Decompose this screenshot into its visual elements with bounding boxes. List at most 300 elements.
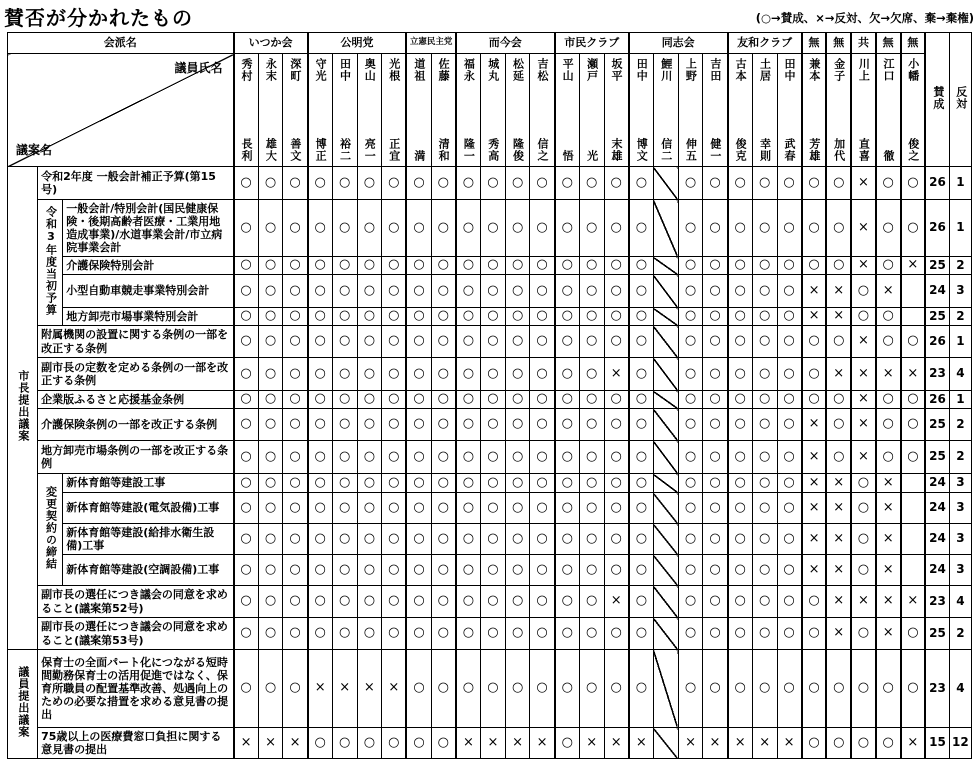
vote-cell: × [604,586,629,618]
approve-header: 賛成 [925,33,949,167]
bill-row [8,257,972,275]
vote-cell: × [851,409,876,441]
oppose-count: 4 [949,358,971,391]
vote-cell: ○ [530,524,555,555]
vote-cell: ○ [357,358,382,391]
vote-cell: ○ [234,474,259,493]
faction-name: 同志会 [629,33,728,54]
category-contract: 変更契約の締結 [38,474,63,586]
vote-cell: ○ [357,618,382,650]
vote-cell: ○ [604,200,629,257]
vote-cell: ○ [555,493,580,524]
vote-cell-absent [653,409,678,441]
bill-name: 新体育館等建設(電気設備)工事 [63,493,234,524]
vote-cell: ○ [629,586,654,618]
vote-cell: ○ [530,586,555,618]
vote-cell: ○ [703,555,728,586]
vote-cell: ○ [308,728,333,759]
vote-cell: ○ [456,650,481,728]
member-given-name: 加代 [832,138,846,162]
member-given-name: 善文 [288,138,302,162]
category-mayor: 市長提出議案 [8,167,38,650]
vote-cell: ○ [481,586,506,618]
member-surname: 上野 [684,58,698,82]
vote-cell: ○ [851,474,876,493]
approve-count: 25 [925,618,949,650]
bill-name: 地方卸売市場条例の一部を改正する条例 [38,441,234,474]
vote-cell: ○ [308,441,333,474]
bill-label: 議案名 [16,143,53,158]
vote-cell: ○ [382,257,407,275]
vote-cell: ○ [752,493,777,524]
member-given-name: 正宜 [387,138,401,162]
vote-cell: × [802,474,827,493]
member-name [283,54,308,167]
vote-cell: × [826,555,851,586]
member-given-name: 俊克 [734,138,748,162]
vote-cell: ○ [851,728,876,759]
vote-cell: ○ [579,555,604,586]
member-surname: 吉松 [535,58,549,82]
bill-name: 副市長の選任につき議会の同意を求めること(議案第53号) [38,618,234,650]
vote-cell: ○ [530,391,555,409]
vote-cell: × [851,200,876,257]
vote-cell: ○ [258,358,283,391]
vote-cell: ○ [629,409,654,441]
vote-cell: ○ [555,586,580,618]
vote-cell: ○ [555,326,580,358]
vote-cell: ○ [802,618,827,650]
vote-cell: ○ [406,326,431,358]
vote-cell: × [851,391,876,409]
member-surname: 鯉川 [659,58,673,82]
bill-row [8,493,972,524]
vote-cell: ○ [258,257,283,275]
vote-cell: ○ [505,409,530,441]
page-title: 賛否が分かれたもの [4,6,193,30]
member-row [8,54,972,167]
member-surname: 秀村 [239,58,253,82]
vote-cell: ○ [431,493,456,524]
vote-cell: ○ [308,391,333,409]
vote-cell: × [283,728,308,759]
vote-cell: ○ [406,391,431,409]
vote-cell: ○ [604,555,629,586]
category-member: 議員提出議案 [8,650,38,759]
member-name [604,54,629,167]
member-given-name: 雄大 [264,138,278,162]
vote-cell: ○ [530,493,555,524]
vote-cell: ○ [406,409,431,441]
bill-name: 令和2年度 一般会計補正予算(第15号) [38,167,234,200]
member-name [505,54,530,167]
vote-cell: ○ [332,586,357,618]
vote-cell: ○ [308,167,333,200]
vote-cell: ○ [777,326,802,358]
vote-cell [901,308,926,326]
oppose-count: 2 [949,618,971,650]
vote-cell: ○ [851,308,876,326]
member-surname: 金子 [832,58,846,82]
vote-cell: × [826,524,851,555]
member-name [579,54,604,167]
member-name [530,54,555,167]
vote-cell: ○ [851,275,876,308]
vote-cell: ○ [234,441,259,474]
vote-cell: × [802,524,827,555]
member-given-name: 芳雄 [807,138,821,162]
vote-cell: ○ [283,391,308,409]
vote-cell: ○ [826,200,851,257]
bill-row [8,275,972,308]
bill-row [8,555,972,586]
bill-name: 新体育館等建設工事 [63,474,234,493]
vote-cell: ○ [332,474,357,493]
faction-name: いつか会 [234,33,308,54]
vote-cell: ○ [456,167,481,200]
vote-cell: ○ [876,200,901,257]
legend: (○→賛成、×→反対、欠→欠席、棄→棄権) [755,11,974,25]
vote-cell: ○ [851,493,876,524]
vote-cell: × [901,728,926,759]
member-given-name: 満 [412,150,426,162]
member-surname: 土居 [758,58,772,82]
vote-cell: ○ [604,167,629,200]
vote-cell: ○ [629,524,654,555]
vote-cell-absent [653,555,678,586]
vote-cell: ○ [308,257,333,275]
bill-name: 新体育館等建設(空調設備)工事 [63,555,234,586]
vote-cell: × [876,275,901,308]
vote-cell: ○ [456,493,481,524]
vote-cell: ○ [728,275,753,308]
vote-cell: ○ [406,493,431,524]
member-name [234,54,259,167]
vote-cell: ○ [357,275,382,308]
vote-cell: ○ [777,618,802,650]
vote-cell: ○ [752,308,777,326]
vote-cell: ○ [283,200,308,257]
approve-count: 26 [925,391,949,409]
vote-cell: ○ [382,493,407,524]
vote-cell: ○ [431,441,456,474]
vote-cell: ○ [530,618,555,650]
vote-cell: ○ [357,586,382,618]
vote-cell: ○ [678,618,703,650]
member-name [258,54,283,167]
vote-cell: ○ [382,728,407,759]
vote-cell: ○ [752,586,777,618]
vote-cell: ○ [555,167,580,200]
member-name [901,54,926,167]
vote-cell: ○ [703,257,728,275]
vote-cell: ○ [308,618,333,650]
member-surname: 永末 [264,58,278,82]
member-surname: 瀬戸 [585,58,599,82]
member-given-name: 裕二 [338,138,352,162]
vote-cell: ○ [851,650,876,728]
vote-cell: ○ [382,167,407,200]
vote-cell: ○ [332,728,357,759]
vote-cell: ○ [752,200,777,257]
vote-cell: ○ [283,167,308,200]
vote-cell [901,524,926,555]
vote-cell: ○ [505,474,530,493]
bill-row [8,524,972,555]
vote-cell: ○ [579,308,604,326]
member-surname: 田中 [338,58,352,82]
vote-cell: ○ [258,618,283,650]
vote-cell: ○ [777,275,802,308]
vote-cell: ○ [703,618,728,650]
vote-cell: × [851,358,876,391]
vote-cell-absent [653,326,678,358]
vote-cell: ○ [777,409,802,441]
member-given-name: 悟 [561,150,575,162]
oppose-count: 4 [949,650,971,728]
vote-cell: × [851,167,876,200]
member-name [555,54,580,167]
member-name [332,54,357,167]
vote-cell: ○ [357,555,382,586]
vote-cell: ○ [629,275,654,308]
vote-cell: ○ [604,308,629,326]
vote-cell: ○ [555,257,580,275]
vote-cell: ○ [234,358,259,391]
vote-cell: ○ [579,524,604,555]
vote-cell: ○ [728,555,753,586]
vote-cell: × [703,728,728,759]
vote-cell: ○ [579,474,604,493]
vote-cell: ○ [802,728,827,759]
vote-cell: ○ [678,391,703,409]
vote-cell: ○ [234,391,259,409]
vote-cell: ○ [728,200,753,257]
bill-row [8,200,972,257]
vote-cell: ○ [629,326,654,358]
member-given-name: 亮一 [363,138,377,162]
faction-name: 無 [901,33,926,54]
bill-name: 一般会計/特別会計(国民健康保険・後期高齢者医療・工業用地造成事業)/水道事業会計/市立病院事業会計 [63,200,234,257]
vote-cell: ○ [258,391,283,409]
vote-cell: ○ [752,555,777,586]
vote-cell: ○ [876,650,901,728]
vote-cell: ○ [456,409,481,441]
vote-cell: ○ [357,493,382,524]
member-name [802,54,827,167]
vote-cell: ○ [777,167,802,200]
vote-cell: ○ [777,524,802,555]
vote-cell: × [802,493,827,524]
vote-cell: ○ [382,358,407,391]
vote-cell: ○ [406,728,431,759]
vote-cell: ○ [876,728,901,759]
vote-cell-absent [653,358,678,391]
vote-cell: ○ [579,358,604,391]
vote-cell: ○ [703,358,728,391]
vote-cell: ○ [530,650,555,728]
vote-cell: ○ [555,618,580,650]
bill-name: 企業版ふるさと応援基金条例 [38,391,234,409]
vote-cell: × [851,326,876,358]
vote-cell: ○ [530,326,555,358]
oppose-header: 反対 [949,33,971,167]
member-given-name: 隆俊 [511,138,525,162]
vote-cell-absent [653,275,678,308]
vote-cell: ○ [728,586,753,618]
vote-cell: ○ [308,326,333,358]
vote-cell: ○ [752,650,777,728]
bill-name: 副市長の選任につき議会の同意を求めること(議案第52号) [38,586,234,618]
vote-cell: ○ [481,474,506,493]
vote-cell: ○ [456,358,481,391]
faction-header: 会派名 [8,33,234,54]
vote-cell: ○ [555,358,580,391]
vote-cell: ○ [752,358,777,391]
member-given-name: 博文 [635,138,649,162]
vote-cell: ○ [406,474,431,493]
vote-cell: × [678,728,703,759]
member-surname: 小幡 [906,58,920,82]
vote-cell: ○ [826,167,851,200]
vote-cell: ○ [901,441,926,474]
vote-cell: ○ [283,441,308,474]
vote-cell: ○ [456,200,481,257]
vote-cell: ○ [406,441,431,474]
vote-cell: ○ [382,200,407,257]
vote-cell: ○ [579,391,604,409]
bill-row [8,650,972,728]
vote-cell: × [876,358,901,391]
vote-cell: ○ [234,257,259,275]
vote-cell: ○ [777,308,802,326]
vote-cell [901,555,926,586]
vote-cell: ○ [901,200,926,257]
vote-cell: ○ [703,167,728,200]
vote-cell: ○ [481,524,506,555]
vote-cell: ○ [505,586,530,618]
vote-cell: ○ [431,555,456,586]
vote-cell: × [876,618,901,650]
vote-cell: ○ [530,555,555,586]
member-given-name: 末雄 [610,138,624,162]
vote-cell: × [802,555,827,586]
vote-cell: ○ [481,391,506,409]
vote-cell: ○ [629,493,654,524]
bill-name: 副市長の定数を定める条例の一部を改正する条例 [38,358,234,391]
vote-cell: ○ [505,257,530,275]
vote-cell: ○ [258,524,283,555]
vote-cell: ○ [876,257,901,275]
vote-cell: ○ [505,650,530,728]
vote-cell: × [876,586,901,618]
vote-cell: ○ [431,167,456,200]
vote-cell: ○ [431,586,456,618]
vote-cell: ○ [258,200,283,257]
vote-cell: ○ [456,586,481,618]
vote-cell: × [876,555,901,586]
faction-name: 立憲民主党 [406,33,455,54]
vote-cell: ○ [555,555,580,586]
vote-cell: ○ [752,618,777,650]
vote-cell: ○ [876,409,901,441]
vote-cell: ○ [802,326,827,358]
vote-cell: ○ [234,493,259,524]
oppose-count: 12 [949,728,971,759]
vote-cell: ○ [308,555,333,586]
vote-cell: ○ [678,493,703,524]
vote-cell-absent [653,441,678,474]
vote-cell: × [851,586,876,618]
vote-cell-absent [653,167,678,200]
vote-cell: ○ [431,474,456,493]
vote-cell: ○ [876,326,901,358]
vote-cell: ○ [382,441,407,474]
vote-cell: × [901,358,926,391]
vote-cell: × [802,409,827,441]
vote-cell: ○ [258,409,283,441]
member-surname: 城丸 [486,58,500,82]
member-given-name: 信二 [659,138,673,162]
vote-cell: ○ [579,618,604,650]
vote-cell: ○ [505,275,530,308]
vote-cell: ○ [431,650,456,728]
oppose-count: 1 [949,391,971,409]
approve-count: 25 [925,409,949,441]
vote-cell [901,474,926,493]
vote-cell: ○ [382,586,407,618]
vote-cell: ○ [234,275,259,308]
bill-row [8,391,972,409]
vote-cell: ○ [357,391,382,409]
vote-cell: ○ [431,308,456,326]
vote-cell: ○ [308,308,333,326]
vote-cell: ○ [456,391,481,409]
member-surname: 守光 [314,58,328,82]
vote-cell: × [826,275,851,308]
vote-cell: ○ [283,618,308,650]
vote-cell: ○ [382,555,407,586]
vote-cell: ○ [308,409,333,441]
vote-cell: ○ [283,493,308,524]
member-name [653,54,678,167]
vote-cell: × [357,650,382,728]
vote-cell: ○ [678,650,703,728]
vote-cell: ○ [406,308,431,326]
vote-cell: ○ [555,524,580,555]
vote-cell: ○ [678,257,703,275]
vote-cell: ○ [456,524,481,555]
member-name [481,54,506,167]
vote-cell: ○ [481,650,506,728]
vote-cell: × [332,650,357,728]
vote-cell: ○ [456,555,481,586]
vote-cell: ○ [283,308,308,326]
category-budget: 令和3年度当初予算 [38,200,63,326]
vote-cell: ○ [555,308,580,326]
oppose-count: 3 [949,474,971,493]
vote-cell: × [579,728,604,759]
member-name [406,54,431,167]
member-name [308,54,333,167]
vote-cell: ○ [728,358,753,391]
vote-cell: ○ [728,618,753,650]
vote-cell: ○ [283,474,308,493]
vote-cell: ○ [555,441,580,474]
vote-cell: ○ [604,391,629,409]
vote-cell: ○ [901,650,926,728]
vote-cell: × [826,474,851,493]
